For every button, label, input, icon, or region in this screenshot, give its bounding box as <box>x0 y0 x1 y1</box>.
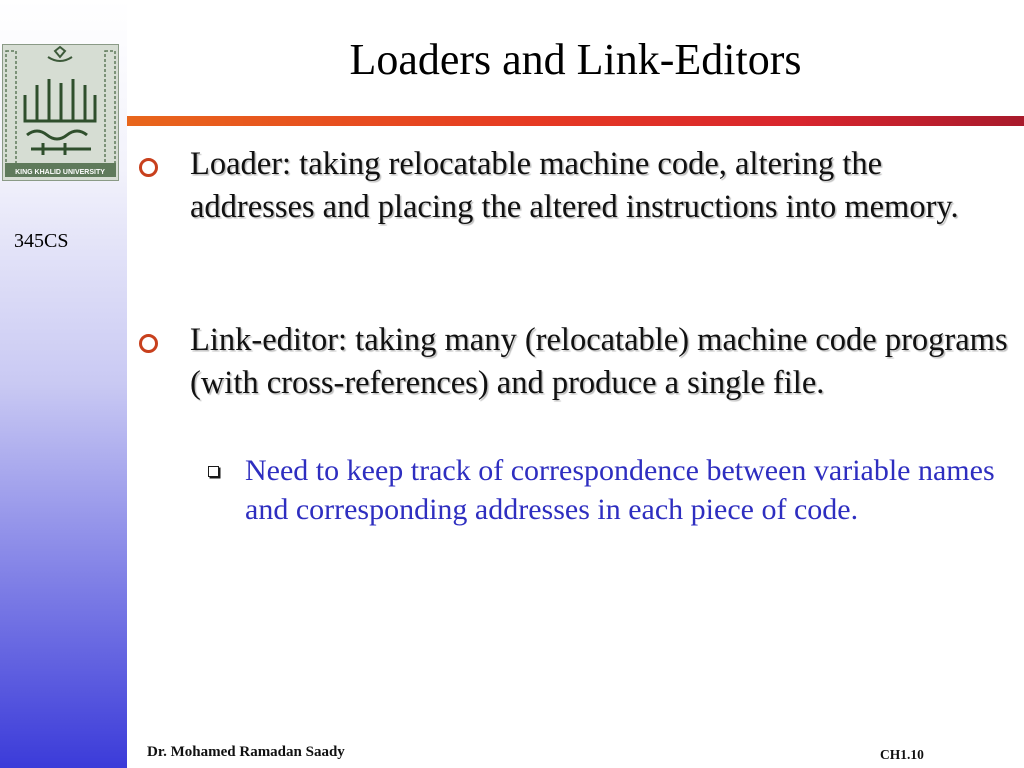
title-divider <box>127 116 1024 126</box>
bullet-item-link-editor <box>190 319 1010 405</box>
university-logo <box>2 44 119 181</box>
logo-caption: KING KHALID UNIVERSITY <box>15 169 105 176</box>
bullet-text: Link-editor: taking many (relocatable) machine code programs (with cross-references) and produce a single file. <box>190 322 1008 401</box>
university-logo-graphic <box>3 45 118 180</box>
sub-bullet-item <box>245 451 1005 529</box>
sub-bullet-text: Need to keep track of correspondence between variable names and corresponding addresses in each piece of code. <box>245 454 995 526</box>
bullet-text: Loader: taking relocatable machine code, altering the addresses and placing the altered instructions into memory. <box>190 146 959 225</box>
circle-bullet-icon <box>139 334 158 353</box>
sidebar <box>0 0 127 768</box>
square-bullet-icon <box>208 466 219 477</box>
circle-bullet-icon <box>139 158 158 177</box>
slide-title: Loaders and Link-Editors <box>349 35 802 84</box>
bullet-item-loader <box>190 143 1010 229</box>
footer-author: Dr. Mohamed Ramadan Saady <box>147 744 345 760</box>
footer-slide-number: CH1.10 <box>880 747 924 762</box>
course-code: 345CS <box>14 230 69 252</box>
